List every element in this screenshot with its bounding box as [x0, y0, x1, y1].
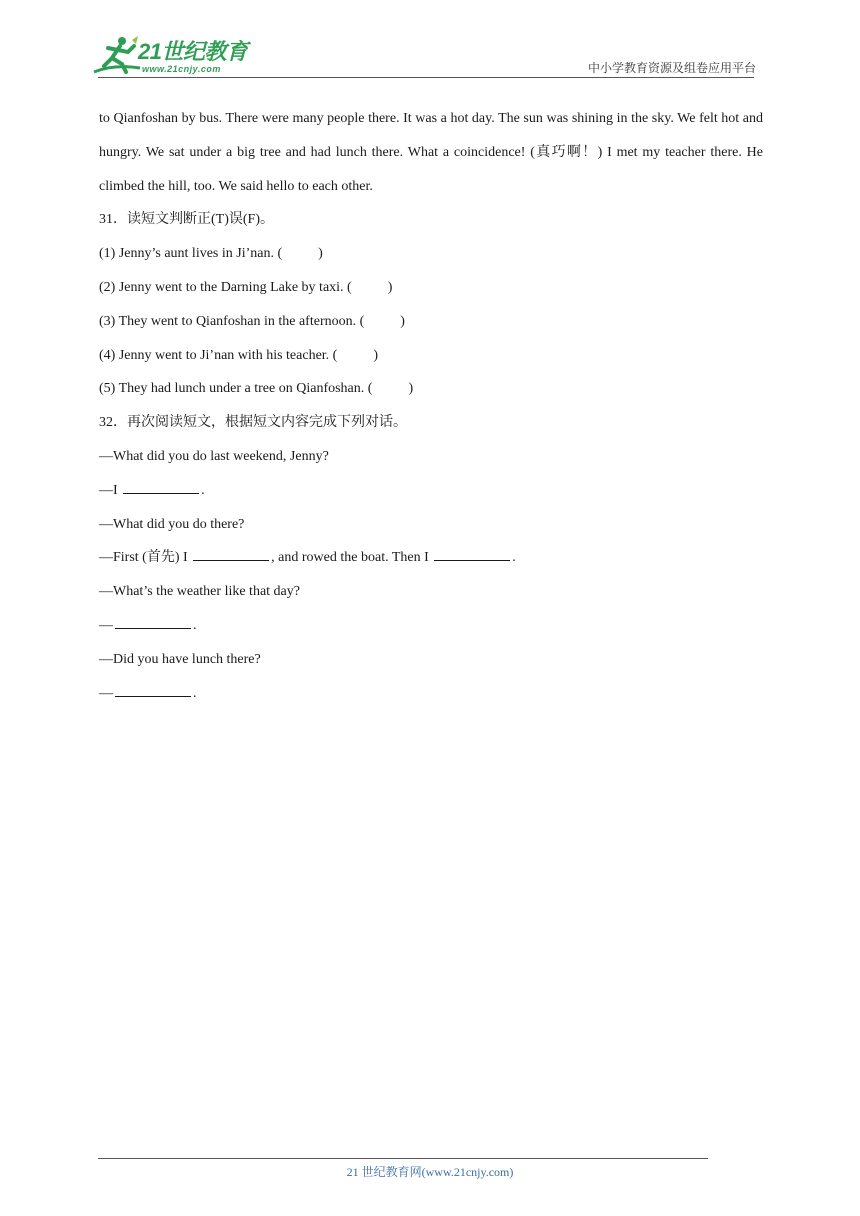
q32-title: 32．再次阅读短文，根据短文内容完成下列对话。 — [99, 415, 407, 431]
dialogue-line-2-pre: —I — [99, 482, 122, 498]
header-divider — [98, 77, 754, 78]
q31-item-5 — [99, 372, 763, 406]
dialogue-line-4-pre: —First (首先) I — [99, 550, 192, 566]
q31-title: 31．读短文判断正(T)误(F)。 — [99, 212, 274, 228]
footer-divider — [98, 1158, 708, 1159]
page-footer: 21 世纪教育网(www.21cnjy.com) — [346, 1165, 514, 1179]
fill-blank[interactable] — [115, 682, 191, 697]
q31-item-3-text: (3) They went to Qianfoshan in the afternoon. ( — [99, 313, 365, 329]
q31-item-4 — [99, 339, 763, 373]
dialogue-line-5: —What’s the weather like that day? — [99, 584, 300, 600]
dialogue-line-3: —What did you do there? — [99, 516, 245, 532]
fill-blank[interactable] — [193, 546, 269, 561]
dialogue-line-6-pre: — — [99, 617, 113, 633]
fill-blank[interactable] — [123, 479, 199, 494]
dialogue-line-4-post: . — [512, 550, 516, 566]
dialogue-line-8-post: . — [193, 685, 197, 701]
passage-continuation: to Qianfoshan by bus. There were many people there. It was a hot day. The sun was shining in the sky. We felt hot and hungry. We sat under a big tree and had lunch there. What a coincidence! (真巧啊！) I met my teacher there. He climbed the hill, too. We said hello to each other. — [99, 111, 763, 194]
paren-close: ) — [387, 279, 393, 295]
dialogue-line-6 — [99, 609, 763, 643]
dialogue-line-2 — [99, 474, 763, 508]
q31-item-2-text: (2) Jenny went to the Darning Lake by taxi. ( — [99, 279, 352, 295]
paren-close: ) — [408, 381, 414, 397]
dialogue-line-2-post: . — [201, 482, 205, 498]
q31-item-1-text: (1) Jenny’s aunt lives in Ji’nan. ( — [99, 246, 283, 262]
q31-item-4-text: (4) Jenny went to Ji’nan with his teacher. ( — [99, 347, 338, 363]
q31-item-2 — [99, 271, 763, 305]
header-tagline: 中小学教育资源及组卷应用平台 — [587, 61, 756, 75]
running-figure-logo-icon — [92, 34, 142, 78]
dialogue-line-8 — [99, 677, 763, 711]
logo-main-text: 21世纪教育 — [138, 39, 248, 64]
fill-blank[interactable] — [434, 546, 510, 561]
q31-item-5-text: (5) They had lunch under a tree on Qianfoshan. ( — [99, 381, 373, 397]
fill-blank[interactable] — [115, 614, 191, 629]
paren-close: ) — [400, 313, 405, 329]
q31-item-3 — [99, 305, 763, 339]
q31-item-1 — [99, 237, 763, 271]
brand-logo — [92, 34, 262, 78]
document-body — [99, 102, 763, 710]
dialogue-line-8-pre: — — [99, 685, 113, 701]
paren-close: ) — [318, 246, 323, 262]
dialogue-line-4-mid: , and rowed the boat. Then I — [271, 550, 433, 566]
dialogue-line-6-post: . — [193, 617, 197, 633]
dialogue-line-1: —What did you do last weekend, Jenny? — [99, 448, 329, 464]
page-header — [0, 0, 860, 80]
logo-url-text: www.21cnjy.com — [142, 64, 221, 74]
dialogue-line-7: —Did you have lunch there? — [99, 651, 261, 667]
dialogue-line-4 — [99, 541, 763, 575]
paren-close: ) — [373, 347, 378, 363]
